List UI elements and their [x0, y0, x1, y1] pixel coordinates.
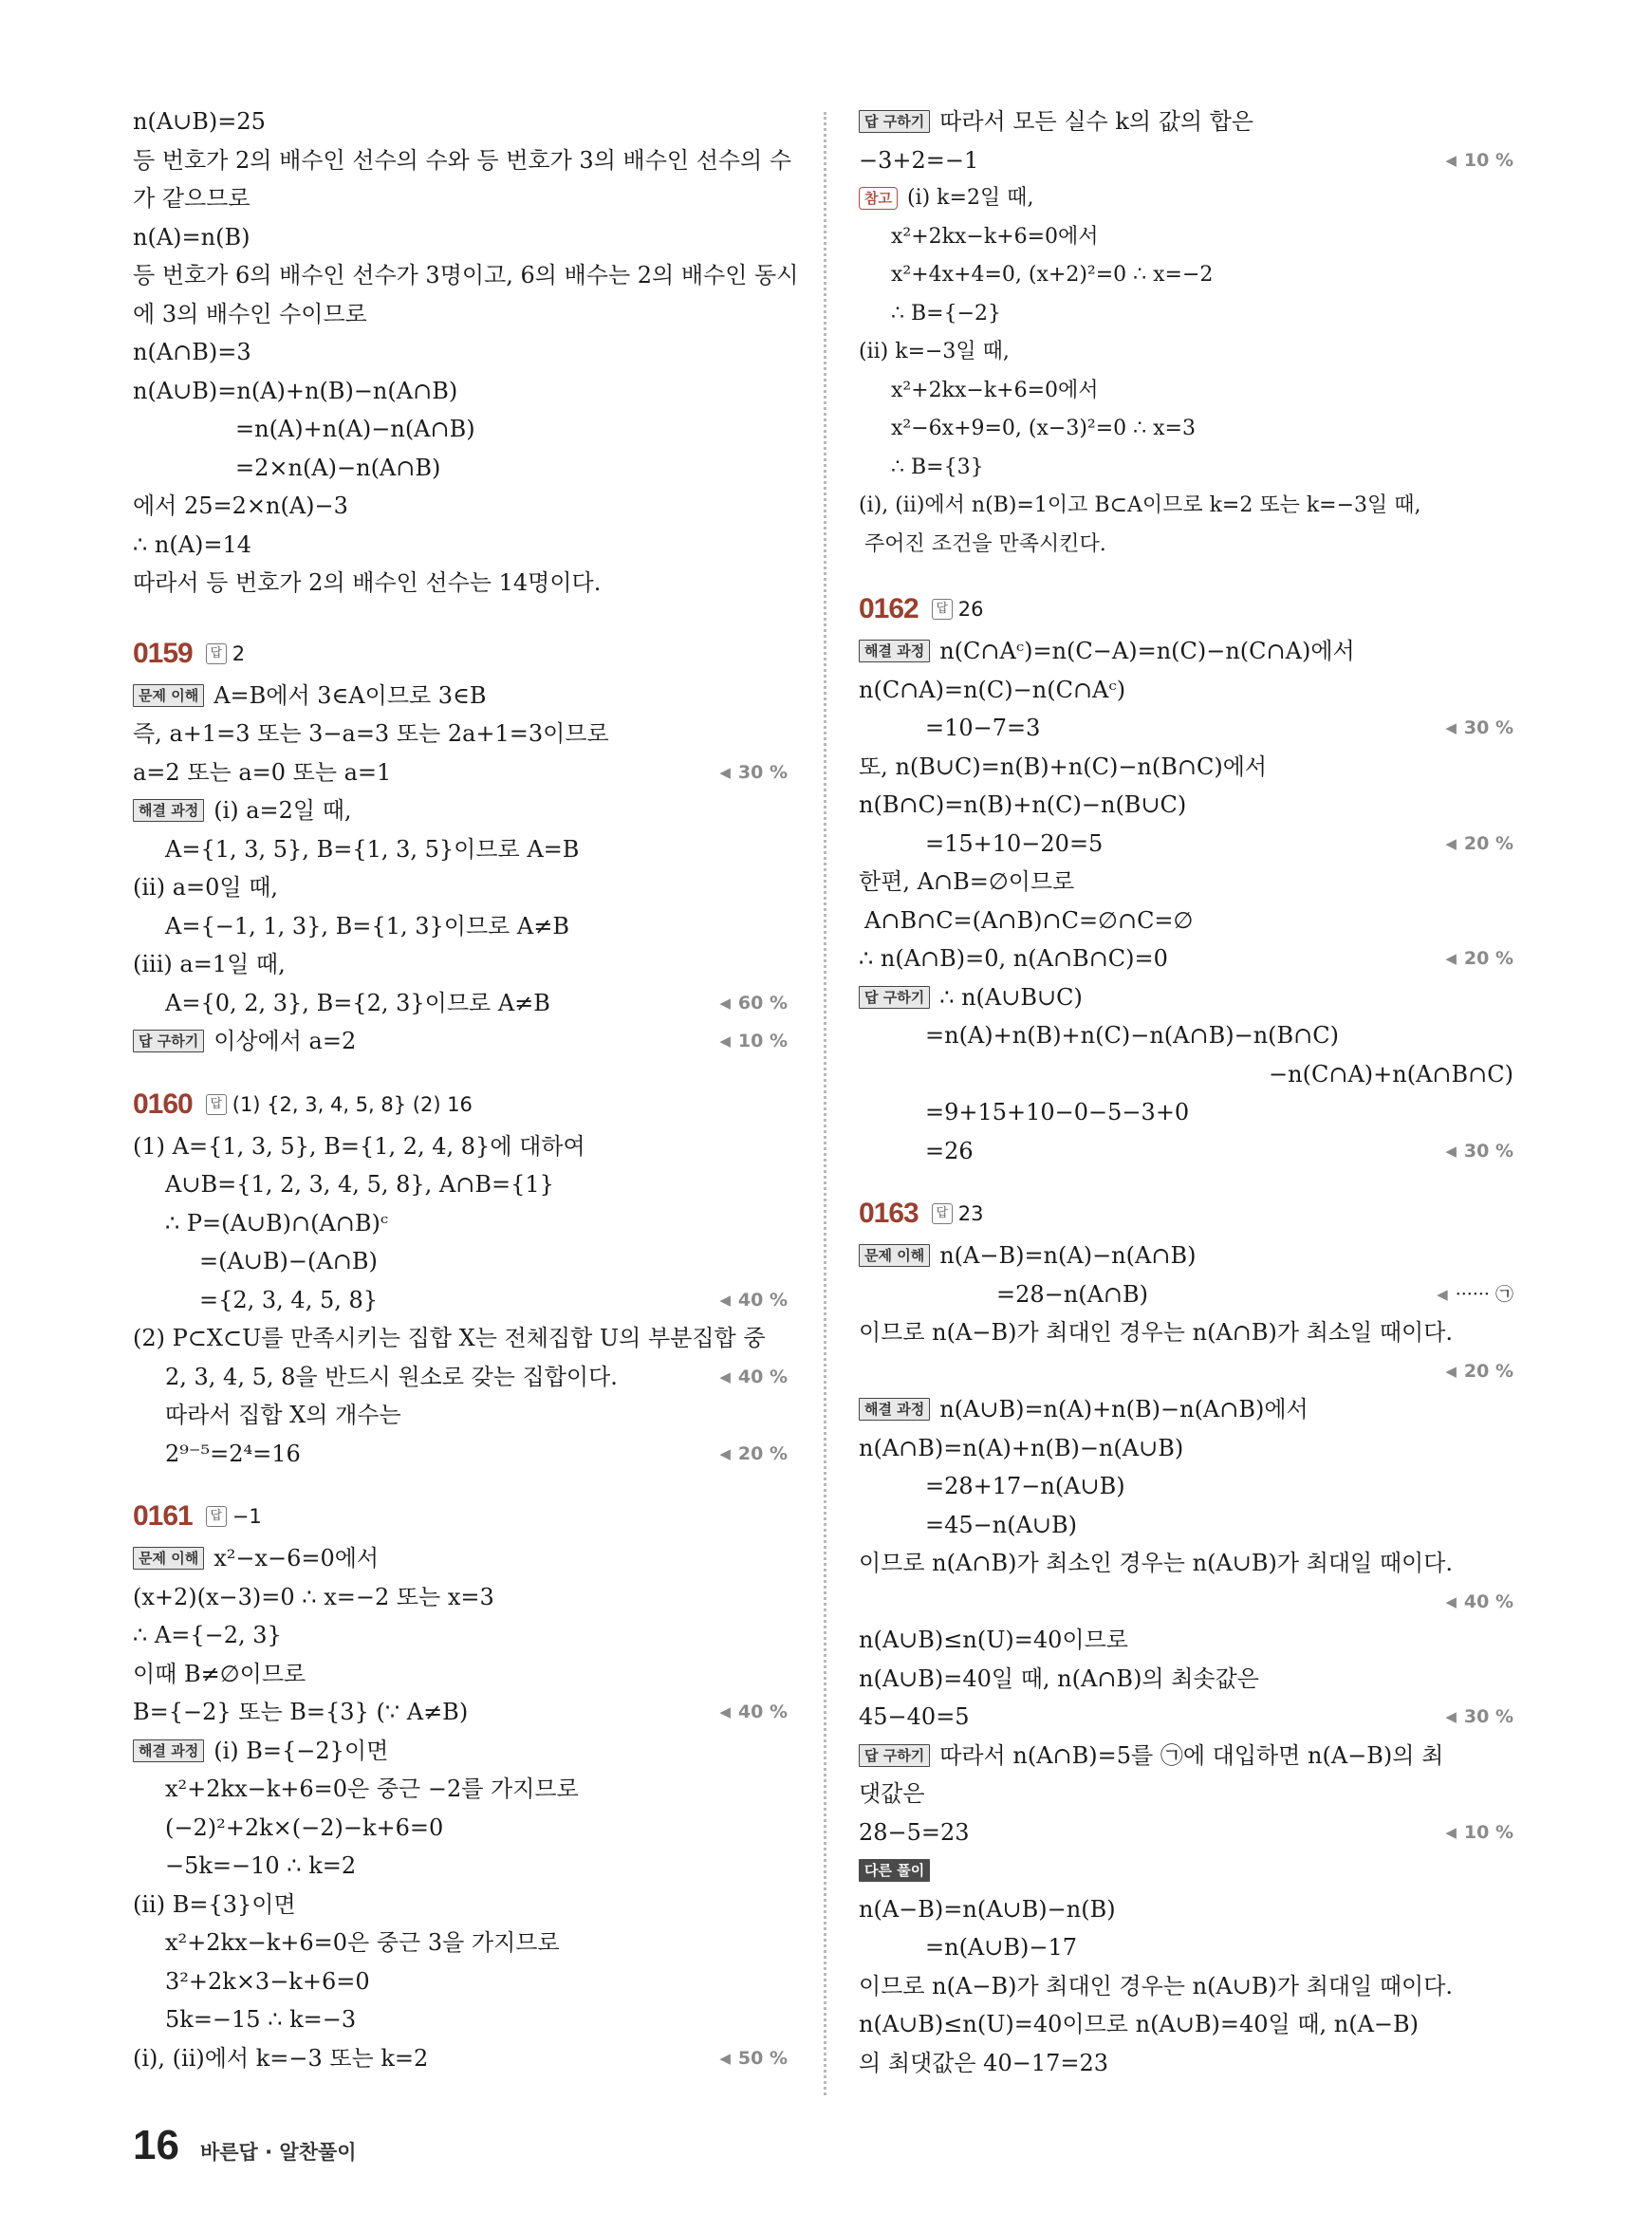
score-percent: ◀ 40 % [719, 1693, 788, 1732]
answer-icon: 답 [206, 1094, 227, 1115]
text-line: 한편, A∩B=∅이므로 [859, 868, 1075, 895]
score-percent: ◀ 10 % [719, 1022, 788, 1061]
answer-value: 23 [957, 1202, 984, 1225]
note-line: x²+4x+4=0, (x+2)²=0 ∴ x=−2 [891, 263, 1214, 287]
book-title: 바른답 · 알찬풀이 [199, 2141, 357, 2164]
answer-value: −1 [232, 1505, 262, 1528]
answer-icon: 답 [932, 599, 953, 620]
text-line: −3+2=−1 ◀ 10 % [859, 141, 1513, 180]
tag-understand: 문제 이해 [859, 1244, 930, 1267]
text-line: 답 구하기 ∴ n(A∪B∪C) [859, 978, 1513, 1017]
note-line: (ii) k=−3일 때, [859, 340, 1010, 363]
problem-number: 0163 [859, 1198, 919, 1229]
text-line: ∴ n(A)=14 [133, 530, 252, 558]
page-footer [133, 2122, 357, 2169]
score-percent: ◀ 40 % [719, 1358, 788, 1397]
note-line: 주어진 조건을 만족시킨다. [864, 531, 1106, 556]
note-line: ∴ B={−2} [891, 301, 1002, 325]
text-line: =26 ◀ 30 % [859, 1132, 1513, 1171]
text-line: n(A∩B)=3 [133, 339, 251, 365]
text-line: n(A∪B)=n(A)+n(B)−n(A∩B) [133, 377, 458, 404]
text-line: 따라서 등 번호가 2의 배수인 선수는 14명이다. [133, 569, 602, 596]
score-percent: ◀ 60 % [719, 984, 788, 1023]
text-line: 해결 과정 n(C∩Aᶜ)=n(C−A)=n(C)−n(C∩A)에서 [859, 632, 1513, 671]
text-line: 문제 이해 A=B에서 3∈A이므로 3∈B [133, 677, 788, 716]
text-line: (−2)²+2k×(−2)−k+6=0 [165, 1813, 444, 1841]
score-percent: ◀ 10 % [1445, 141, 1513, 180]
note-line: x²+2kx−k+6=0에서 [891, 378, 1099, 402]
text-line: n(C∩A)=n(C)−n(C∩Aᶜ) [859, 676, 1126, 703]
text-line: −5k=−10 ∴ k=2 [165, 1852, 357, 1879]
tag-understand: 문제 이해 [133, 684, 204, 707]
note-line: x²+2kx−k+6=0에서 [891, 224, 1099, 249]
score-percent: ◀ 30 % [1445, 709, 1513, 748]
text-line: =n(A∪B)−17 [925, 1934, 1078, 1961]
problem-header-0159 [133, 631, 788, 677]
answer-value: 2 [232, 642, 246, 665]
text-line: n(A∪B)=25 [133, 108, 266, 135]
text-line: 답 구하기 따라서 n(A∩B)=5를 ㉠에 대입하면 n(A−B)의 최 [859, 1737, 1513, 1776]
tag-answer: 답 구하기 [133, 1030, 204, 1052]
answer-value: (1) {2, 3, 4, 5, 8} (2) 16 [232, 1092, 473, 1116]
text-line: =2×n(A)−n(A∩B) [235, 454, 441, 481]
text-line: (i), (ii)에서 k=−3 또는 k=2 ◀ 50 % [133, 2039, 788, 2078]
answer-value: 26 [957, 598, 984, 621]
text-line: =(A∪B)−(A∩B) [199, 1248, 378, 1274]
text-line: =10−7=3 ◀ 30 % [859, 709, 1513, 748]
text-line: 28−5=23 ◀ 10 % [859, 1813, 1513, 1852]
text-line: 댓값은 [859, 1780, 925, 1807]
text-line: n(A∪B)=40일 때, n(A∩B)의 최솟값은 [859, 1664, 1259, 1692]
text-line: 따라서 집합 X의 개수는 [165, 1402, 401, 1428]
text-line: ∴ n(A∩B)=0, n(A∩B∩C)=0 ◀ 20 % [859, 939, 1513, 978]
note-line: ∴ B={3} [891, 455, 984, 479]
answer-icon: 답 [206, 1506, 227, 1527]
text-line: 답 구하기 이상에서 a=2 ◀ 10 % [133, 1022, 788, 1061]
text-line: 해결 과정 n(A∪B)=n(A)+n(B)−n(A∩B)에서 [859, 1390, 1513, 1429]
text-line: 에서 25=2×n(A)−3 [133, 493, 348, 519]
answer-icon: 답 [932, 1203, 953, 1224]
text-line: 이므로 n(A∩B)가 최소인 경우는 n(A∪B)가 최대일 때이다. [859, 1550, 1454, 1576]
text-line: (ii) B={3}이면 [133, 1890, 296, 1918]
text-line: 이므로 n(A−B)가 최대인 경우는 n(A∩B)가 최소일 때이다. [859, 1319, 1454, 1346]
tag-note: 참고 [859, 187, 898, 210]
tag-answer: 답 구하기 [859, 1744, 930, 1767]
score-percent: ◀ 20 % [1445, 825, 1513, 864]
column-divider [824, 112, 826, 2095]
answer-icon: 답 [206, 643, 227, 664]
score-percent: ◀ 10 % [1445, 1813, 1513, 1852]
problem-number: 0159 [133, 637, 193, 669]
text-line: =n(A)+n(B)+n(C)−n(A∩B)−n(B∩C) [925, 1022, 1339, 1049]
text-line: A∪B={1, 2, 3, 4, 5, 8}, A∩B={1} [165, 1171, 554, 1198]
text-line: 2, 3, 4, 5, 8을 반드시 원소로 갖는 집합이다. ◀ 40 % [133, 1358, 788, 1397]
text-line: 3²+2k×3−k+6=0 [165, 1967, 370, 1995]
text-line: n(A∪B)≤n(U)=40이므로 [859, 1627, 1128, 1653]
text-line: 이때 B≠∅이므로 [133, 1660, 306, 1687]
score-percent: ◀ 30 % [719, 753, 788, 792]
score-percent: ◀ 20 % [719, 1435, 788, 1474]
text-line: ∴ A={−2, 3} [133, 1622, 282, 1648]
score-percent: ◀ 50 % [719, 2039, 788, 2078]
text-line [859, 1583, 1513, 1622]
text-line: =45−n(A∪B) [925, 1511, 1078, 1538]
right-column [859, 102, 1513, 2082]
text-line: −n(C∩A)+n(A∩B∩C) [1269, 1060, 1513, 1088]
text-line: A={−1, 1, 3}, B={1, 3}이므로 A≠B [165, 912, 570, 939]
text-line: =15+10−20=5 ◀ 20 % [859, 825, 1513, 864]
text-line: n(B∩C)=n(B)+n(C)−n(B∪C) [859, 791, 1187, 818]
tag-process: 해결 과정 [859, 640, 930, 662]
tag-process: 해결 과정 [859, 1398, 930, 1421]
text-line: 5k=−15 ∴ k=−3 [165, 2006, 357, 2033]
text-line: =28−n(A∩B) ◀ ······ ㉠ [859, 1275, 1513, 1314]
text-line: 또, n(B∪C)=n(B)+n(C)−n(B∩C)에서 [859, 753, 1268, 780]
page-number: 16 [133, 2122, 179, 2168]
text-line: A={0, 2, 3}, B={2, 3}이므로 A≠B ◀ 60 % [133, 984, 788, 1023]
text-line: 문제 이해 x²−x−6=0에서 [133, 1539, 788, 1578]
note-line: x²−6x+9=0, (x−3)²=0 ∴ x=3 [891, 417, 1196, 440]
text-line: x²+2kx−k+6=0은 중근 −2를 가지므로 [165, 1776, 579, 1802]
score-percent: ◀ 20 % [1445, 939, 1513, 978]
text-line [859, 1352, 1513, 1391]
text-line: 2⁹⁻⁵=2⁴=16 ◀ 20 % [133, 1435, 788, 1474]
problem-number: 0162 [859, 593, 919, 624]
text-line: 답 구하기 따라서 모든 실수 k의 값의 합은 [859, 102, 1513, 141]
score-percent: ◀ 30 % [1445, 1698, 1513, 1737]
text-line: 문제 이해 n(A−B)=n(A)−n(A∩B) [859, 1237, 1513, 1275]
text-line: 45−40=5 ◀ 30 % [859, 1698, 1513, 1737]
text-line: 즉, a+1=3 또는 3−a=3 또는 2a+1=3이므로 [133, 720, 609, 747]
tag-process: 해결 과정 [133, 799, 204, 822]
problem-number: 0160 [133, 1088, 193, 1120]
text-line [859, 1851, 1513, 1890]
text-line: =n(A)+n(A)−n(A∩B) [235, 416, 475, 442]
text-line: a=2 또는 a=0 또는 a=1 ◀ 30 % [133, 753, 788, 792]
text-line: 가 같으므로 [133, 185, 251, 212]
note-line: 참고 (i) k=2일 때, [859, 179, 1513, 218]
problem-header-0160 [133, 1082, 788, 1127]
text-line: B={−2} 또는 B={3} (∵ A≠B) ◀ 40 % [133, 1693, 788, 1732]
text-line: A∩B∩C=(A∩B)∩C=∅∩C=∅ [864, 906, 1194, 934]
tag-understand: 문제 이해 [133, 1547, 204, 1570]
text-line: x²+2kx−k+6=0은 중근 3을 가지므로 [165, 1929, 560, 1956]
text-line: n(A∪B)≤n(U)=40이므로 n(A∪B)=40일 때, n(A−B) [859, 2011, 1420, 2037]
text-line: 에 3의 배수인 수이므로 [133, 300, 367, 327]
tag-answer: 답 구하기 [859, 986, 930, 1009]
score-percent: ◀ 30 % [1445, 1132, 1513, 1171]
text-line: (x+2)(x−3)=0 ∴ x=−2 또는 x=3 [133, 1583, 494, 1610]
text-line: 해결 과정 (i) B={−2}이면 [133, 1732, 788, 1771]
text-line: =9+15+10−0−5−3+0 [925, 1099, 1190, 1125]
text-line: (2) P⊂X⊂U를 만족시키는 집합 X는 전체집합 U의 부분집합 중 [133, 1325, 766, 1351]
text-line: 이므로 n(A−B)가 최대인 경우는 n(A∪B)가 최대일 때이다. [859, 1972, 1454, 1999]
problem-header-0162 [859, 586, 1513, 632]
text-line: 해결 과정 (i) a=2일 때, [133, 791, 788, 830]
text-line: n(A−B)=n(A∪B)−n(B) [859, 1895, 1116, 1923]
text-line: ∴ P=(A∪B)∩(A∩B)ᶜ [165, 1209, 389, 1237]
equation-marker: ◀ ······ ㉠ [1437, 1275, 1513, 1314]
score-percent: ◀ 40 % [719, 1281, 788, 1320]
text-line: (1) A={1, 3, 5}, B={1, 2, 4, 8}에 대하여 [133, 1132, 585, 1160]
problem-header-0163 [859, 1191, 1513, 1237]
text-line: n(A∩B)=n(A)+n(B)−n(A∪B) [859, 1434, 1184, 1461]
text-line: ={2, 3, 4, 5, 8} ◀ 40 % [133, 1281, 788, 1320]
text-line: (iii) a=1일 때, [133, 951, 286, 977]
text-line: n(A)=n(B) [133, 223, 251, 251]
text-line: 의 최댓값은 40−17=23 [859, 2049, 1109, 2076]
text-line: 등 번호가 2의 배수인 선수의 수와 등 번호가 3의 배수인 선수의 수 [133, 146, 792, 174]
text-line: 등 번호가 6의 배수인 선수가 3명이고, 6의 배수는 2의 배수인 동시 [133, 262, 799, 288]
note-line: (i), (ii)에서 n(B)=1이고 B⊂A이므로 k=2 또는 k=−3일 때, [859, 493, 1421, 517]
text-line: (ii) a=0일 때, [133, 874, 279, 901]
problem-number: 0161 [133, 1500, 193, 1532]
text-line: =28+17−n(A∪B) [925, 1473, 1125, 1499]
score-percent: ◀ 40 % [1445, 1583, 1513, 1622]
text-line: A={1, 3, 5}, B={1, 3, 5}이므로 A=B [165, 835, 580, 863]
left-column [133, 102, 799, 2077]
tag-answer: 답 구하기 [859, 110, 930, 133]
tag-process: 해결 과정 [133, 1739, 204, 1762]
tag-alt-solution: 다른 풀이 [859, 1859, 930, 1882]
problem-header-0161 [133, 1494, 788, 1539]
score-percent: ◀ 20 % [1445, 1352, 1513, 1391]
